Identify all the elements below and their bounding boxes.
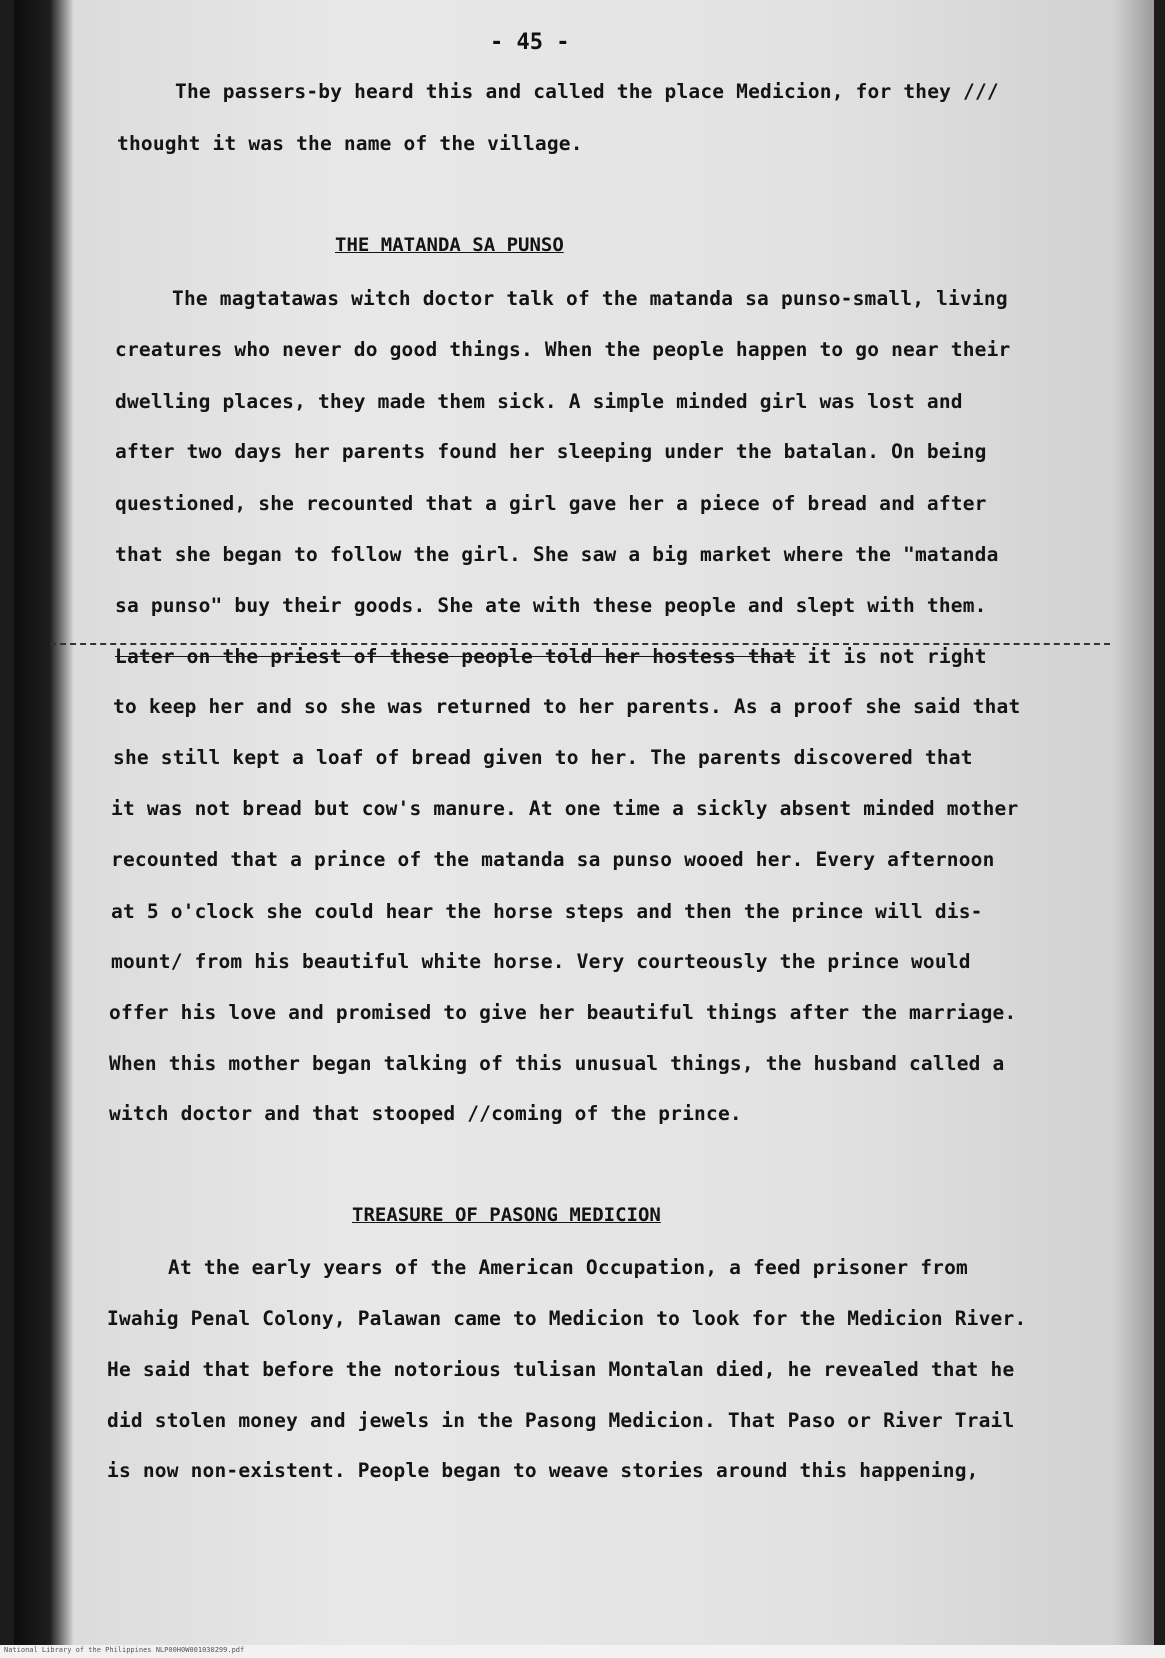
paragraph-line: At the early years of the American Occupation, a feed prisoner from bbox=[168, 1256, 968, 1279]
paragraph-line: questioned, she recounted that a girl gave her a piece of bread and after bbox=[115, 492, 987, 515]
paragraph-line: it was not bread but cow's manure. At one time a sickly absent minded mother bbox=[111, 797, 1019, 820]
paragraph-line: Iwahig Penal Colony, Palawan came to Medicion to look for the Medicion River. bbox=[107, 1307, 1027, 1330]
paper-sheet bbox=[14, 0, 1154, 1645]
paragraph-line: dwelling places, they made them sick. A simple minded girl was lost and bbox=[115, 390, 963, 413]
paragraph-line: she still kept a loaf of bread given to her. The parents discovered that bbox=[113, 746, 973, 769]
struck-text: Later on the priest of these people told her hostess that bbox=[115, 645, 796, 668]
paragraph-line: did stolen money and jewels in the Pasong Medicion. That Paso or River Trail bbox=[107, 1409, 1015, 1432]
page-number: - 45 - bbox=[490, 30, 570, 55]
paragraph-line: witch doctor and that stooped //coming of the prince. bbox=[109, 1102, 742, 1125]
struck-line bbox=[115, 645, 987, 668]
paragraph-line: at 5 o'clock she could hear the horse steps and then the prince will dis- bbox=[111, 900, 983, 923]
struck-line-rest: it is not right bbox=[795, 645, 987, 668]
footer-text: National Library of the Philippines NLP00H0W001030299.pdf bbox=[4, 1646, 245, 1654]
paragraph-line: that she began to follow the girl. She saw a big market where the "matanda bbox=[115, 543, 999, 566]
section-heading-matanda: THE MATANDA SA PUNSO bbox=[335, 234, 564, 256]
scan-footer bbox=[0, 1645, 1165, 1658]
paragraph-line: The magtatawas witch doctor talk of the matanda sa punso-small, living bbox=[172, 287, 1008, 310]
edge-shadow bbox=[1114, 0, 1154, 1645]
intro-line: The passers-by heard this and called the place Medicion, for they /// bbox=[175, 80, 999, 103]
paragraph-line: He said that before the notorious tulisan Montalan died, he revealed that he bbox=[107, 1358, 1015, 1381]
paragraph-line: offer his love and promised to give her beautiful things after the marriage. bbox=[109, 1001, 1017, 1024]
binding-shadow bbox=[14, 0, 74, 1645]
section-heading-treasure: TREASURE OF PASONG MEDICION bbox=[352, 1204, 661, 1226]
paragraph-line: after two days her parents found her sleeping under the batalan. On being bbox=[115, 440, 987, 463]
paragraph-line: recounted that a prince of the matanda sa punso wooed her. Every afternoon bbox=[111, 848, 995, 871]
paragraph-line: When this mother began talking of this unusual things, the husband called a bbox=[109, 1052, 1005, 1075]
paragraph-line: is now non-existent. People began to weave stories around this happening, bbox=[107, 1459, 979, 1482]
paragraph-line: mount/ from his beautiful white horse. Very courteously the prince would bbox=[111, 950, 971, 973]
paragraph-line: to keep her and so she was returned to her parents. As a proof she said that bbox=[113, 695, 1021, 718]
paragraph-line: sa punso" buy their goods. She ate with these people and slept with them. bbox=[115, 594, 987, 617]
intro-line: thought it was the name of the village. bbox=[117, 132, 583, 155]
paragraph-line: creatures who never do good things. When the people happen to go near their bbox=[115, 338, 1011, 361]
